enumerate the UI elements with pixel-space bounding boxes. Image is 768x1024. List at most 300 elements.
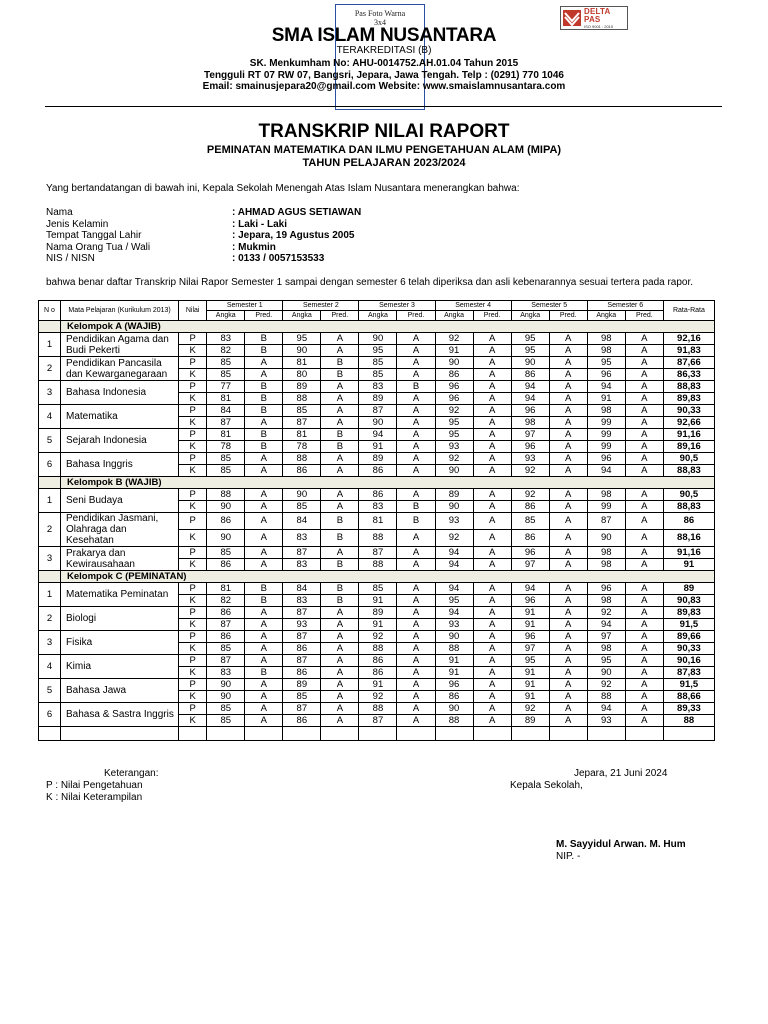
grade-predicate: A [473, 691, 511, 703]
grade-score: 91 [359, 619, 397, 631]
grade-score: 92 [435, 453, 473, 465]
grade-score: 98 [587, 595, 625, 607]
grade-predicate: A [473, 667, 511, 679]
subject-name: Pendidikan Pancasila dan Kewarganegaraan [61, 357, 179, 381]
school-contact: Email: smainusjepara20@gmail.com Website: www.smaislamnusantara.com [202, 81, 566, 92]
empty-cell [61, 727, 179, 741]
table-row [39, 679, 715, 691]
group-spacer [39, 571, 61, 583]
subject-name: Fisika [61, 631, 179, 655]
grade-predicate: A [473, 703, 511, 715]
group-row [39, 571, 715, 583]
grade-predicate: A [245, 679, 283, 691]
grade-average: 88,83 [663, 465, 714, 477]
empty-cell [663, 727, 714, 741]
grade-predicate: A [473, 453, 511, 465]
photo-label-line1: Pas Foto Warna [354, 9, 406, 18]
grade-predicate: A [397, 607, 435, 619]
grade-predicate: A [549, 429, 587, 441]
grade-score: 91 [511, 679, 549, 691]
grade-score: 83 [359, 381, 397, 393]
sk-number: SK. Menkumham No: AHU-0014752.AH.01.04 Tahun 2015 [249, 58, 519, 69]
grade-score: 91 [511, 691, 549, 703]
table-row-empty [39, 727, 715, 741]
grade-score: 89 [359, 607, 397, 619]
grade-average: 89,33 [663, 703, 714, 715]
grade-score: 94 [435, 559, 473, 571]
grade-score: 90 [511, 357, 549, 369]
grade-predicate: A [549, 655, 587, 667]
subject-number: 6 [39, 453, 61, 477]
grade-score: 88 [587, 691, 625, 703]
grade-score: 92 [587, 607, 625, 619]
grade-predicate: A [625, 530, 663, 547]
grade-score: 90 [435, 465, 473, 477]
table-row [39, 333, 715, 345]
grade-score: 84 [283, 513, 321, 530]
grade-predicate: A [473, 559, 511, 571]
grade-score: 94 [359, 429, 397, 441]
grade-predicate: A [245, 619, 283, 631]
grade-score: 92 [359, 691, 397, 703]
grade-type: K [179, 691, 207, 703]
table-row [39, 513, 715, 530]
grade-score: 83 [283, 595, 321, 607]
grade-score: 85 [207, 465, 245, 477]
grade-predicate: A [549, 345, 587, 357]
grade-score: 86 [359, 655, 397, 667]
grade-predicate: A [397, 595, 435, 607]
academic-year: TAHUN PELAJARAN 2023/2024 [302, 157, 466, 169]
grade-score: 95 [435, 429, 473, 441]
grade-predicate: A [625, 559, 663, 571]
subject-name: Pendidikan Agama dan Budi Pekerti [61, 333, 179, 357]
grade-score: 77 [207, 381, 245, 393]
group-title: Kelompok B (WAJIB) [61, 477, 715, 489]
col-angka-header: Angka [435, 311, 473, 321]
grade-score: 88 [283, 453, 321, 465]
grade-predicate: A [625, 357, 663, 369]
grade-predicate: A [549, 643, 587, 655]
subject-name: Bahasa Inggris [61, 453, 179, 477]
grade-score: 86 [511, 530, 549, 547]
grade-score: 91 [435, 667, 473, 679]
grade-score: 88 [435, 715, 473, 727]
table-row [39, 357, 715, 369]
grade-score: 82 [207, 595, 245, 607]
subject-number: 1 [39, 583, 61, 607]
grade-predicate: A [245, 691, 283, 703]
grade-score: 91 [511, 607, 549, 619]
grade-predicate: B [245, 667, 283, 679]
grade-score: 90 [359, 333, 397, 345]
grade-predicate: A [473, 405, 511, 417]
grade-predicate: A [397, 715, 435, 727]
grade-predicate: A [625, 643, 663, 655]
empty-cell [359, 727, 397, 741]
grade-score: 90 [359, 417, 397, 429]
grade-predicate: A [397, 530, 435, 547]
group-spacer [39, 477, 61, 489]
grade-score: 88 [283, 393, 321, 405]
grade-predicate: A [397, 429, 435, 441]
grade-predicate: A [473, 715, 511, 727]
grade-score: 81 [207, 393, 245, 405]
grade-type: P [179, 547, 207, 559]
grade-score: 86 [283, 643, 321, 655]
grade-score: 95 [435, 417, 473, 429]
grade-score: 93 [511, 453, 549, 465]
grade-predicate: A [625, 607, 663, 619]
grade-predicate: A [625, 345, 663, 357]
grade-predicate: A [549, 703, 587, 715]
grade-predicate: B [245, 441, 283, 453]
semester-header: Semester 3 [359, 301, 435, 311]
grade-type: P [179, 381, 207, 393]
subject-number: 2 [39, 513, 61, 547]
photo-label-line2: 3x4 [374, 18, 386, 27]
grade-score: 94 [587, 619, 625, 631]
table-row [39, 703, 715, 715]
grade-score: 87 [283, 547, 321, 559]
subject-name: Bahasa Jawa [61, 679, 179, 703]
grade-score: 96 [435, 381, 473, 393]
grade-predicate: A [625, 715, 663, 727]
grade-predicate: A [625, 489, 663, 501]
logo-iso: ISO 9001 : 2015 [584, 23, 614, 29]
grade-predicate: A [549, 559, 587, 571]
signer-role: Kepala Sekolah, [510, 780, 583, 791]
grade-score: 90 [435, 357, 473, 369]
grade-average: 91,83 [663, 345, 714, 357]
grade-score: 96 [511, 547, 549, 559]
grade-predicate: A [397, 369, 435, 381]
grade-score: 98 [587, 547, 625, 559]
col-subject-header: Mata Pelajaran (Kurikulum 2013) [61, 301, 179, 321]
grade-score: 95 [511, 655, 549, 667]
grade-average: 91,16 [663, 547, 714, 559]
table-row [39, 405, 715, 417]
grade-type: P [179, 513, 207, 530]
grade-predicate: A [397, 345, 435, 357]
grade-score: 81 [359, 513, 397, 530]
grade-predicate: A [321, 619, 359, 631]
grade-score: 91 [359, 441, 397, 453]
grade-predicate: B [245, 393, 283, 405]
grade-score: 85 [207, 369, 245, 381]
grade-score: 96 [511, 595, 549, 607]
semester-header: Semester 1 [207, 301, 283, 311]
grade-score: 85 [511, 513, 549, 530]
grade-score: 98 [587, 559, 625, 571]
grade-predicate: A [397, 691, 435, 703]
grade-predicate: A [245, 547, 283, 559]
empty-cell [397, 727, 435, 741]
grade-predicate: A [625, 631, 663, 643]
grade-predicate: A [397, 405, 435, 417]
grade-predicate: A [321, 333, 359, 345]
grade-score: 90 [587, 530, 625, 547]
subject-number: 3 [39, 631, 61, 655]
grade-score: 87 [207, 655, 245, 667]
grade-predicate: A [549, 595, 587, 607]
grade-average: 89,66 [663, 631, 714, 643]
grade-score: 90 [435, 703, 473, 715]
student-info-row [46, 242, 361, 254]
grade-predicate: B [321, 513, 359, 530]
grade-predicate: A [321, 679, 359, 691]
grade-predicate: A [625, 333, 663, 345]
grade-predicate: A [549, 405, 587, 417]
grade-predicate: A [321, 453, 359, 465]
subject-name: Biologi [61, 607, 179, 631]
grade-score: 78 [283, 441, 321, 453]
grade-predicate: A [473, 465, 511, 477]
grade-score: 85 [207, 715, 245, 727]
grade-score: 91 [435, 655, 473, 667]
grade-predicate: A [625, 405, 663, 417]
grade-predicate: B [245, 381, 283, 393]
grade-predicate: B [245, 345, 283, 357]
grade-score: 90 [587, 667, 625, 679]
grade-score: 98 [587, 489, 625, 501]
grade-score: 83 [359, 501, 397, 513]
student-info-row [46, 219, 361, 231]
grade-score: 88 [435, 643, 473, 655]
grade-predicate: A [245, 489, 283, 501]
grade-predicate: A [625, 667, 663, 679]
grade-score: 93 [435, 441, 473, 453]
grade-predicate: A [473, 530, 511, 547]
photo-placeholder [335, 4, 425, 110]
grade-score: 94 [511, 381, 549, 393]
grade-score: 87 [207, 619, 245, 631]
grade-score: 87 [283, 607, 321, 619]
grade-score: 83 [283, 530, 321, 547]
grade-predicate: A [245, 703, 283, 715]
header-divider [45, 106, 722, 107]
grade-predicate: A [549, 619, 587, 631]
grade-predicate: A [625, 429, 663, 441]
group-row [39, 477, 715, 489]
grade-score: 85 [283, 691, 321, 703]
grade-score: 92 [435, 530, 473, 547]
grade-predicate: A [245, 513, 283, 530]
grade-score: 87 [283, 417, 321, 429]
grade-average: 91,16 [663, 429, 714, 441]
grade-score: 95 [587, 655, 625, 667]
grade-predicate: A [549, 715, 587, 727]
grade-score: 81 [283, 429, 321, 441]
statement-text: bahwa benar daftar Transkrip Nilai Rapor Semester 1 sampai dengan semester 6 telah diperiksa dan asli kebenarannya sesuai tertera pada rapor. [46, 277, 694, 288]
grade-predicate: A [245, 369, 283, 381]
grade-predicate: A [397, 333, 435, 345]
grade-score: 90 [207, 530, 245, 547]
grade-score: 95 [435, 595, 473, 607]
grade-score: 94 [511, 583, 549, 595]
grade-predicate: A [473, 489, 511, 501]
grade-average: 90,83 [663, 595, 714, 607]
grade-predicate: B [245, 583, 283, 595]
grade-score: 94 [587, 703, 625, 715]
legend-title: Keterangan: [104, 768, 159, 779]
grade-predicate: B [321, 441, 359, 453]
grade-predicate: A [321, 643, 359, 655]
grade-predicate: A [473, 393, 511, 405]
grade-type: P [179, 357, 207, 369]
grade-type: P [179, 631, 207, 643]
grade-score: 90 [435, 501, 473, 513]
grade-predicate: A [321, 465, 359, 477]
grade-average: 91 [663, 559, 714, 571]
grade-predicate: A [397, 465, 435, 477]
grade-predicate: A [549, 547, 587, 559]
grade-predicate: A [245, 453, 283, 465]
grade-average: 91,5 [663, 679, 714, 691]
grade-score: 99 [587, 441, 625, 453]
grade-average: 90,16 [663, 655, 714, 667]
grade-score: 90 [283, 345, 321, 357]
grade-predicate: A [397, 679, 435, 691]
grade-predicate: A [625, 655, 663, 667]
grade-score: 91 [359, 595, 397, 607]
col-angka-header: Angka [359, 311, 397, 321]
grade-score: 85 [207, 453, 245, 465]
grade-score: 92 [435, 333, 473, 345]
grade-score: 95 [359, 345, 397, 357]
grade-average: 89 [663, 583, 714, 595]
grade-score: 89 [359, 453, 397, 465]
grade-score: 97 [511, 643, 549, 655]
subject-number: 4 [39, 405, 61, 429]
grade-predicate: A [245, 643, 283, 655]
col-angka-header: Angka [207, 311, 245, 321]
grade-predicate: A [321, 691, 359, 703]
empty-cell [39, 727, 61, 741]
grade-score: 86 [207, 607, 245, 619]
grade-score: 91 [511, 667, 549, 679]
grade-score: 94 [435, 583, 473, 595]
grade-type: P [179, 429, 207, 441]
grade-predicate: A [625, 381, 663, 393]
grade-score: 86 [283, 715, 321, 727]
subject-name: Matematika [61, 405, 179, 429]
subject-name: Bahasa Indonesia [61, 381, 179, 405]
grade-predicate: A [397, 441, 435, 453]
subject-name: Sejarah Indonesia [61, 429, 179, 453]
grade-type: P [179, 333, 207, 345]
grade-score: 88 [359, 530, 397, 547]
grade-type: P [179, 489, 207, 501]
grade-predicate: A [397, 547, 435, 559]
table-row [39, 655, 715, 667]
grade-score: 97 [587, 631, 625, 643]
grade-score: 80 [283, 369, 321, 381]
grade-score: 85 [359, 583, 397, 595]
grade-score: 96 [511, 405, 549, 417]
grade-average: 90,5 [663, 489, 714, 501]
col-pred-header: Pred. [245, 311, 283, 321]
grade-score: 90 [207, 691, 245, 703]
table-row [39, 607, 715, 619]
grade-score: 87 [207, 417, 245, 429]
document-subtitle: PEMINATAN MATEMATIKA DAN ILMU PENGETAHUAN ALAM (MIPA) [206, 144, 562, 156]
grade-score: 98 [587, 345, 625, 357]
grade-average: 88,83 [663, 381, 714, 393]
grade-score: 91 [587, 393, 625, 405]
grade-score: 82 [207, 345, 245, 357]
student-info-row [46, 253, 361, 265]
subject-number: 6 [39, 703, 61, 727]
grade-score: 96 [435, 393, 473, 405]
col-angka-header: Angka [511, 311, 549, 321]
grade-type: K [179, 393, 207, 405]
grade-score: 87 [283, 703, 321, 715]
grade-average: 88,16 [663, 530, 714, 547]
subject-name: Pendidikan Jasmani, Olahraga dan Kesehatan [61, 513, 179, 547]
grade-score: 90 [283, 489, 321, 501]
grade-score: 86 [435, 369, 473, 381]
grade-predicate: A [625, 369, 663, 381]
grade-score: 98 [587, 405, 625, 417]
grade-predicate: A [473, 513, 511, 530]
grade-predicate: A [625, 679, 663, 691]
grade-predicate: A [549, 357, 587, 369]
grade-score: 97 [511, 429, 549, 441]
grade-score: 95 [587, 357, 625, 369]
grade-predicate: A [245, 530, 283, 547]
grade-predicate: A [245, 501, 283, 513]
grade-score: 88 [359, 703, 397, 715]
grade-score: 85 [283, 405, 321, 417]
grade-score: 86 [283, 667, 321, 679]
grade-predicate: A [549, 441, 587, 453]
student-info-value: : Mukmin [232, 241, 276, 253]
grade-score: 78 [207, 441, 245, 453]
grade-score: 96 [587, 453, 625, 465]
grade-average: 89,83 [663, 607, 714, 619]
intro-text: Yang bertandatangan di bawah ini, Kepala Sekolah Menengah Atas Islam Nusantara menerangkan bahwa: [46, 183, 520, 194]
grade-predicate: A [473, 607, 511, 619]
grade-predicate: A [397, 655, 435, 667]
grade-predicate: A [473, 679, 511, 691]
grade-score: 94 [511, 393, 549, 405]
subject-number: 2 [39, 357, 61, 381]
grade-score: 81 [207, 429, 245, 441]
grade-score: 95 [283, 333, 321, 345]
group-row [39, 321, 715, 333]
grade-average: 89,16 [663, 441, 714, 453]
student-info-row [46, 230, 361, 242]
empty-cell [207, 727, 245, 741]
col-pred-header: Pred. [549, 311, 587, 321]
grade-predicate: A [397, 631, 435, 643]
grade-average: 89,83 [663, 393, 714, 405]
school-address: Tengguli RT 07 RW 07, Bangsri, Jepara, Jawa Tengah. Telp : (0291) 770 1046 [204, 70, 564, 81]
empty-cell [549, 727, 587, 741]
grade-score: 86 [359, 667, 397, 679]
subject-name: Seni Budaya [61, 489, 179, 513]
grade-average: 92,66 [663, 417, 714, 429]
grade-predicate: A [397, 357, 435, 369]
grade-predicate: A [625, 453, 663, 465]
grade-predicate: A [397, 417, 435, 429]
grade-predicate: A [397, 393, 435, 405]
grade-predicate: B [321, 583, 359, 595]
grade-predicate: A [321, 667, 359, 679]
legend-p: P : Nilai Pengetahuan [46, 780, 143, 791]
table-row [39, 381, 715, 393]
